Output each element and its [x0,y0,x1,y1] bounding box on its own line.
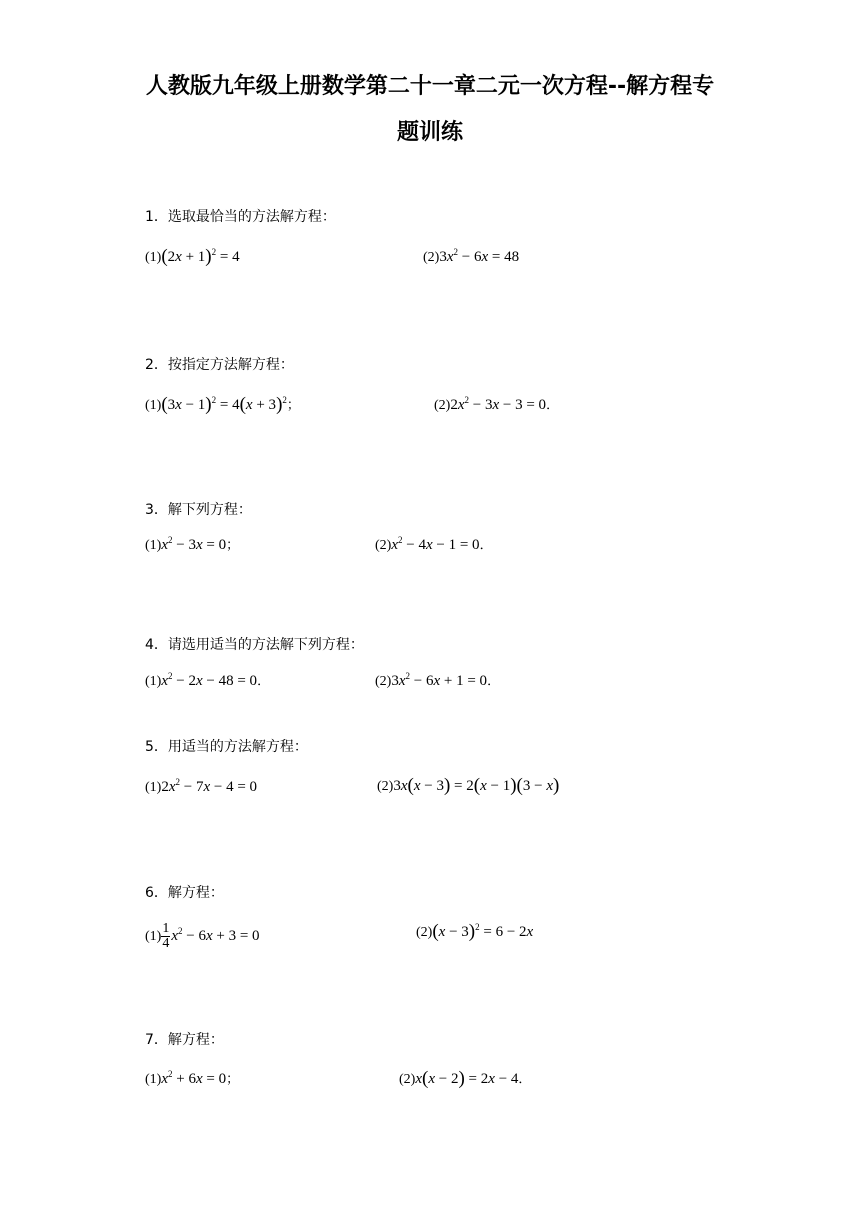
question-5-heading: 5．用适当的方法解方程： [145,739,308,755]
question-6-part-1 [145,922,260,951]
equation-end-punctuation: ； [286,398,300,413]
equation-end-punctuation: ． [487,674,501,689]
equation: $x^2 - 4x - 1 = 0$ [391,535,480,553]
question-6-part-2 [416,922,533,943]
question-3-heading: 3．解下列方程： [145,502,252,518]
question-4-part-2 [375,671,500,692]
question-3-part-1 [145,535,239,556]
question-2-part-1 [145,395,300,416]
part-label: (1) [145,538,162,553]
equation: $x^2 - 2x - 48 = 0$ [161,671,258,689]
question-2-part-2 [434,395,559,416]
fraction-one-quarter: $\frac{1}{4}$ [162,921,170,951]
question-5-part-2 [377,776,559,797]
part-label: (1) [145,1072,162,1087]
document-title-line-1: 人教版九年级上册数学第二十一章二元一次方程--解方程专 [145,74,715,99]
part-label: (1) [145,250,162,265]
part-label: (2) [399,1072,416,1087]
part-label: (2) [375,674,392,689]
part-label: (2) [416,925,433,940]
question-1-heading: 1．选取最恰当的方法解方程： [145,209,336,225]
equation-end-punctuation: ． [479,538,493,553]
equation-end-punctuation: ． [518,1072,532,1087]
equation-end-punctuation: ． [546,398,560,413]
equation: $2x^2 - 7x - 4 = 0$ [161,777,258,795]
question-6-heading: 6．解方程： [145,885,224,901]
part-label: (1) [145,674,162,689]
equation: $2x^2 - 3x - 3 = 0$ [450,395,547,413]
part-label: (1) [145,398,162,413]
equation: $(2x + 1)^2 = 4$ [161,246,240,267]
part-label: (2) [423,250,440,265]
question-1-part-1 [145,247,240,268]
equation: $x^2 - 3x = 0$ [161,535,227,553]
part-label: (1) [145,780,162,795]
part-label: (1) [145,928,162,944]
equation: $(3x - 1)^2 = 4(x + 3)^2$ [161,394,287,415]
part-label: (2) [375,538,392,553]
question-7-part-1 [145,1069,239,1090]
question-4-heading: 4．请选用适当的方法解下列方程： [145,637,364,653]
equation-end-punctuation: ． [257,674,271,689]
equation: $\frac{1}{4}$ $x^2 - 6x + 3 = 0$ [162,921,260,951]
question-5-part-1 [145,777,257,798]
equation-end-punctuation: ； [226,538,240,553]
part-label: (2) [434,398,451,413]
question-3-part-2 [375,535,493,556]
equation-end-punctuation: ； [226,1072,240,1087]
part-label: (2) [377,779,394,794]
question-4-part-1 [145,671,270,692]
question-7-heading: 7．解方程： [145,1032,224,1048]
question-7-part-2 [399,1069,531,1090]
question-1-part-2 [423,247,519,268]
question-2-heading: 2．按指定方法解方程： [145,357,294,373]
equation: x(x − 2) = 2x − 4 [415,1068,519,1089]
equation: 3x(x − 3) = 2(x − 1)(3 − x) [393,775,560,796]
equation: $3x^2 - 6x = 48$ [439,247,520,265]
equation: $3x^2 - 6x + 1 = 0$ [391,671,488,689]
equation: $(x - 3)^2 = 6 - 2x$ [432,921,534,942]
equation: $x^2 + 6x = 0$ [161,1069,227,1087]
document-title-line-2: 题训练 [396,120,463,145]
